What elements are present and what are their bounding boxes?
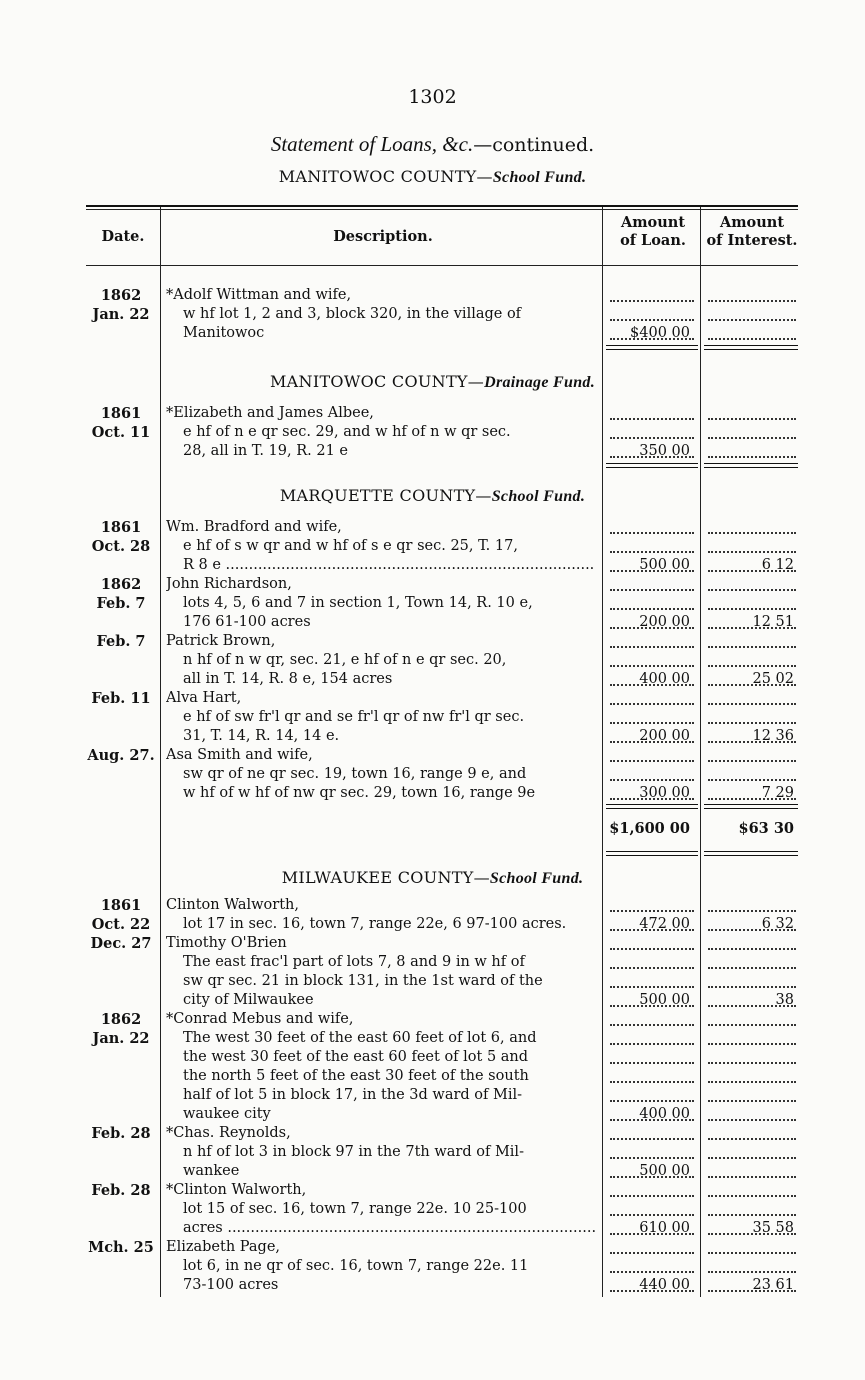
amount-leader-dots: [610, 986, 694, 988]
row-description: [183, 784, 600, 803]
amount-leader-dots: [708, 986, 796, 988]
amount-leader-dots: [610, 1043, 694, 1045]
section-county: MANITOWOC COUNTY—: [269, 372, 485, 391]
row-amount-loan: 350 00: [639, 443, 690, 459]
section-heading-marquette-school: [0, 486, 865, 506]
row-amount-interest: 12 51: [752, 614, 794, 630]
row-description-text: w hf of w hf of nw qr sec. 29, town 16, range 9e: [183, 785, 536, 801]
sum-rule: [704, 463, 798, 468]
row-date: 1862: [100, 1011, 142, 1028]
col-header-amount-loan-line2: of Loan.: [620, 232, 686, 249]
sum-rule: [704, 804, 798, 809]
amount-leader-dots: [708, 1119, 796, 1121]
row-amount-interest: 38: [775, 992, 794, 1008]
row-amount-interest: 25 02: [752, 671, 794, 687]
amount-leader-dots: [708, 551, 796, 553]
sum-rule: [606, 804, 698, 809]
row-description: [166, 689, 600, 708]
amount-leader-dots: [610, 1290, 694, 1292]
amount-leader-dots: [610, 1252, 694, 1254]
amount-leader-dots: [610, 703, 694, 705]
row-description: [183, 765, 600, 784]
row-description: [183, 556, 600, 575]
amount-leader-dots: [610, 532, 694, 534]
sum-rule: [704, 345, 798, 350]
row-description: [166, 575, 600, 594]
row-date: Jan. 22: [92, 1030, 150, 1047]
col-header-amount-loan: [604, 214, 702, 250]
row-description: [166, 746, 600, 765]
row-description: [183, 1257, 600, 1276]
row-amount-loan: 472 00: [639, 916, 690, 932]
row-description: [183, 670, 600, 689]
row-description: [183, 1105, 600, 1124]
row-description-text: n hf of lot 3 in block 97 in the 7th ward of Mil-: [183, 1144, 524, 1160]
sum-rule: [606, 463, 698, 468]
leader-dots: ................................................................................: [222, 1220, 597, 1236]
row-description-text: *Conrad Mebus and wife,: [166, 1011, 354, 1027]
row-description-text: R 8 e: [183, 557, 221, 573]
row-description: [166, 1124, 600, 1143]
section-fund: Drainage Fund.: [484, 374, 596, 391]
row-description: [183, 953, 600, 972]
row-description-text: The east frac'l part of lots 7, 8 and 9 in w hf of: [183, 954, 525, 970]
amount-leader-dots: [610, 929, 694, 931]
amount-leader-dots: [708, 646, 796, 648]
row-amount-loan: $400 00: [630, 325, 690, 341]
amount-leader-dots: [610, 967, 694, 969]
amount-leader-dots: [708, 1176, 796, 1178]
section-heading-manitowoc-school: [0, 167, 865, 187]
column-divider-date: [160, 207, 161, 1297]
row-date: Oct. 22: [91, 916, 151, 933]
row-date: Mch. 25: [88, 1239, 154, 1256]
amount-leader-dots: [708, 760, 796, 762]
amount-leader-dots: [708, 338, 796, 340]
amount-leader-dots: [708, 532, 796, 534]
amount-leader-dots: [708, 1157, 796, 1159]
amount-leader-dots: [708, 1252, 796, 1254]
row-amount-loan: 400 00: [639, 671, 690, 687]
section-fund: School Fund.: [491, 488, 586, 505]
row-description-text: *Clinton Walworth,: [166, 1182, 307, 1198]
row-description: [183, 651, 600, 670]
amount-leader-dots: [708, 456, 796, 458]
row-description: [166, 632, 600, 651]
amount-leader-dots: [708, 967, 796, 969]
row-amount-interest: 35 58: [752, 1220, 794, 1236]
row-description-text: lot 15 of sec. 16, town 7, range 22e. 10 25-100: [183, 1201, 527, 1217]
table-top-rule-thin: [86, 209, 798, 210]
row-description: [166, 1238, 600, 1257]
section-county: MILWAUKEE COUNTY—: [281, 868, 490, 887]
row-description: [183, 1086, 600, 1105]
row-description-text: wankee: [183, 1163, 240, 1179]
row-description: [183, 1048, 600, 1067]
row-description-text: sw qr sec. 21 in block 131, in the 1st ward of the: [183, 973, 543, 989]
amount-leader-dots: [708, 1043, 796, 1045]
amount-leader-dots: [610, 1119, 694, 1121]
title-italic: Statement of Loans, &c.: [270, 132, 474, 156]
amount-leader-dots: [610, 910, 694, 912]
row-description-text: w hf lot 1, 2 and 3, block 320, in the village of: [183, 306, 522, 322]
row-amount-loan: 500 00: [639, 1163, 690, 1179]
row-description: [183, 1200, 600, 1219]
row-description-text: lot 6, in ne qr of sec. 16, town 7, range 22e. 11: [183, 1258, 529, 1274]
amount-leader-dots: [708, 1233, 796, 1235]
amount-leader-dots: [708, 1081, 796, 1083]
row-description-text: Patrick Brown,: [166, 633, 276, 649]
title-rest: —continued.: [473, 134, 595, 156]
row-description: [183, 708, 600, 727]
row-description-text: Manitowoc: [183, 325, 265, 341]
row-description-text: John Richardson,: [166, 576, 292, 592]
col-header-amount-interest-line1: Amount: [719, 214, 785, 231]
row-description-text: 28, all in T. 19, R. 21 e: [183, 443, 348, 459]
amount-leader-dots: [708, 1005, 796, 1007]
amount-leader-dots: [610, 798, 694, 800]
amount-leader-dots: [708, 1024, 796, 1026]
leader-dots: ................................................................................: [220, 557, 595, 573]
amount-leader-dots: [610, 1062, 694, 1064]
row-date: Jan. 22: [92, 306, 150, 323]
row-date: Feb. 28: [91, 1125, 151, 1142]
row-date: Oct. 11: [91, 424, 151, 441]
col-header-date: Date.: [101, 228, 145, 245]
amount-leader-dots: [610, 1024, 694, 1026]
row-description: [166, 934, 600, 953]
row-amount-loan: 300 00: [639, 785, 690, 801]
amount-leader-dots: [708, 589, 796, 591]
row-description-text: n hf of n w qr, sec. 21, e hf of n e qr sec. 20,: [183, 652, 507, 668]
row-amount-interest: 12 36: [752, 728, 794, 744]
amount-leader-dots: [610, 300, 694, 302]
col-header-amount-loan-line1: Amount: [620, 214, 686, 231]
row-date: Oct. 28: [91, 538, 151, 555]
row-description: [183, 305, 600, 324]
sum-rule: [704, 851, 798, 856]
row-description-text: waukee city: [183, 1106, 271, 1122]
amount-leader-dots: [610, 570, 694, 572]
row-description-text: *Chas. Reynolds,: [166, 1125, 291, 1141]
row-description: [183, 1162, 600, 1181]
amount-leader-dots: [708, 1214, 796, 1216]
row-description-text: lots 4, 5, 6 and 7 in section 1, Town 14, R. 10 e,: [183, 595, 533, 611]
row-description: [183, 613, 600, 632]
row-amount-loan: 610 00: [639, 1220, 690, 1236]
row-description-text: *Elizabeth and James Albee,: [166, 405, 374, 421]
col-header-amount-interest-line2: of Interest.: [706, 232, 798, 249]
row-description: [183, 1143, 600, 1162]
amount-leader-dots: [610, 1138, 694, 1140]
row-date: Feb. 7: [96, 595, 146, 612]
amount-leader-dots: [610, 1195, 694, 1197]
row-description: [183, 1219, 600, 1238]
amount-leader-dots: [708, 665, 796, 667]
row-amount-loan: 500 00: [639, 992, 690, 1008]
row-description: [183, 324, 600, 343]
amount-leader-dots: [708, 1062, 796, 1064]
row-description: [166, 286, 600, 305]
amount-leader-dots: [610, 779, 694, 781]
amount-leader-dots: [708, 300, 796, 302]
amount-leader-dots: [708, 929, 796, 931]
row-description-text: half of lot 5 in block 17, in the 3d ward of Mil-: [183, 1087, 523, 1103]
amount-leader-dots: [708, 1138, 796, 1140]
amount-leader-dots: [708, 722, 796, 724]
section-heading-milwaukee-school: [0, 868, 865, 888]
amount-leader-dots: [610, 418, 694, 420]
total-amount-loan: $1,600 00: [609, 820, 690, 837]
row-description-text: all in T. 14, R. 8 e, 154 acres: [183, 671, 393, 687]
row-description: [166, 1181, 600, 1200]
amount-leader-dots: [708, 608, 796, 610]
column-divider-loan: [700, 207, 701, 1297]
row-description: [183, 423, 600, 442]
row-date: Feb. 7: [96, 633, 146, 650]
row-description-text: 31, T. 14, R. 14, 14 e.: [183, 728, 340, 744]
row-description-text: sw qr of ne qr sec. 19, town 16, range 9 e, and: [183, 766, 527, 782]
row-amount-interest: 23 61: [752, 1277, 794, 1293]
row-date: 1862: [100, 287, 142, 304]
row-amount-interest: 6 32: [761, 916, 794, 932]
row-amount-interest: 7 29: [761, 785, 794, 801]
row-amount-loan: 500 00: [639, 557, 690, 573]
row-description: [183, 537, 600, 556]
amount-leader-dots: [610, 1157, 694, 1159]
amount-leader-dots: [708, 779, 796, 781]
row-description: [183, 727, 600, 746]
amount-leader-dots: [708, 1271, 796, 1273]
row-amount-loan: 200 00: [639, 728, 690, 744]
row-description: [166, 1010, 600, 1029]
amount-leader-dots: [610, 551, 694, 553]
amount-leader-dots: [610, 338, 694, 340]
row-amount-interest: 6 12: [761, 557, 794, 573]
section-fund: School Fund.: [492, 169, 587, 186]
row-description-text: lot 17 in sec. 16, town 7, range 22e, 6 97-100 acres.: [183, 916, 567, 932]
amount-leader-dots: [708, 570, 796, 572]
row-description: [183, 442, 600, 461]
page-number: 1302: [408, 86, 457, 108]
amount-leader-dots: [610, 760, 694, 762]
amount-leader-dots: [610, 1100, 694, 1102]
row-description-text: city of Milwaukee: [183, 992, 314, 1008]
amount-leader-dots: [610, 948, 694, 950]
amount-leader-dots: [708, 418, 796, 420]
row-date: Dec. 27: [90, 935, 152, 952]
row-date: 1862: [100, 576, 142, 593]
row-amount-loan: 440 00: [639, 1277, 690, 1293]
table-top-rule: [86, 205, 798, 207]
amount-leader-dots: [610, 1233, 694, 1235]
amount-leader-dots: [708, 948, 796, 950]
amount-leader-dots: [610, 1271, 694, 1273]
row-description-text: Asa Smith and wife,: [166, 747, 313, 763]
amount-leader-dots: [610, 319, 694, 321]
section-heading-manitowoc-drainage: [0, 372, 865, 392]
row-description: [166, 404, 600, 423]
row-amount-loan: 400 00: [639, 1106, 690, 1122]
row-description: [183, 915, 600, 934]
row-description: [183, 1029, 600, 1048]
amount-leader-dots: [610, 589, 694, 591]
row-description-text: The west 30 feet of the east 60 feet of lot 6, and: [183, 1030, 537, 1046]
amount-leader-dots: [610, 646, 694, 648]
section-county: MARQUETTE COUNTY—: [279, 486, 492, 505]
row-description: [183, 1276, 600, 1295]
row-description: [166, 896, 600, 915]
row-description-text: acres: [183, 1220, 223, 1236]
sum-rule: [606, 851, 698, 856]
row-date: Aug. 27.: [87, 747, 155, 764]
row-description-text: the north 5 feet of the east 30 feet of the south: [183, 1068, 529, 1084]
row-description: [183, 972, 600, 991]
row-description-text: 73-100 acres: [183, 1277, 279, 1293]
amount-leader-dots: [610, 627, 694, 629]
amount-leader-dots: [610, 1081, 694, 1083]
amount-leader-dots: [708, 741, 796, 743]
row-description-text: Clinton Walworth,: [166, 897, 299, 913]
row-description-text: Wm. Bradford and wife,: [166, 519, 342, 535]
row-description: [183, 991, 600, 1010]
page-title: [0, 132, 865, 157]
amount-leader-dots: [708, 437, 796, 439]
row-date: 1861: [100, 519, 142, 536]
row-description-text: e hf of n e qr sec. 29, and w hf of n w qr sec.: [183, 424, 511, 440]
amount-leader-dots: [610, 1176, 694, 1178]
amount-leader-dots: [610, 608, 694, 610]
amount-leader-dots: [708, 703, 796, 705]
amount-leader-dots: [708, 627, 796, 629]
column-divider-description: [602, 207, 603, 1297]
header-bottom-rule: [86, 265, 798, 266]
row-amount-loan: 200 00: [639, 614, 690, 630]
row-description-text: e hf of s w qr and w hf of s e qr sec. 25, T. 17,: [183, 538, 518, 554]
row-description-text: 176 61-100 acres: [183, 614, 311, 630]
amount-leader-dots: [610, 722, 694, 724]
amount-leader-dots: [708, 1100, 796, 1102]
col-header-amount-interest: [702, 214, 802, 250]
row-description: [183, 1067, 600, 1086]
amount-leader-dots: [610, 684, 694, 686]
row-description-text: the west 30 feet of the east 60 feet of lot 5 and: [183, 1049, 529, 1065]
row-date: 1861: [100, 405, 142, 422]
col-header-description: Description.: [333, 228, 433, 245]
row-description-text: Timothy O'Brien: [166, 935, 287, 951]
amount-leader-dots: [708, 684, 796, 686]
row-description-text: Elizabeth Page,: [166, 1239, 281, 1255]
row-description-text: Alva Hart,: [166, 690, 242, 706]
section-fund: School Fund.: [489, 870, 584, 887]
row-date: Feb. 11: [91, 690, 151, 707]
section-county: MANITOWOC COUNTY—: [278, 167, 493, 186]
row-description: [166, 518, 600, 537]
row-description-text: *Adolf Wittman and wife,: [166, 287, 352, 303]
amount-leader-dots: [708, 319, 796, 321]
amount-leader-dots: [610, 1005, 694, 1007]
amount-leader-dots: [708, 1195, 796, 1197]
amount-leader-dots: [610, 1214, 694, 1216]
amount-leader-dots: [610, 456, 694, 458]
row-description: [183, 594, 600, 613]
row-description-text: e hf of sw fr'l qr and se fr'l qr of nw fr'l qr sec.: [183, 709, 525, 725]
sum-rule: [606, 345, 698, 350]
amount-leader-dots: [708, 1290, 796, 1292]
total-amount-interest: $63 30: [738, 820, 794, 837]
row-date: Feb. 28: [91, 1182, 151, 1199]
amount-leader-dots: [610, 437, 694, 439]
row-date: 1861: [100, 897, 142, 914]
amount-leader-dots: [610, 665, 694, 667]
amount-leader-dots: [610, 741, 694, 743]
amount-leader-dots: [708, 798, 796, 800]
amount-leader-dots: [708, 910, 796, 912]
